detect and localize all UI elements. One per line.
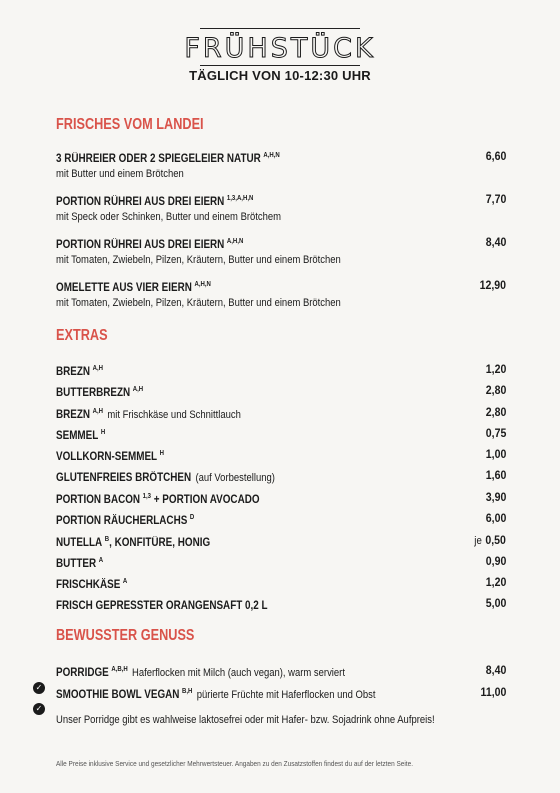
menu-item [56,533,506,551]
item-note: (auf Vorbestellung) [195,472,275,484]
menu-item [56,278,506,309]
opening-hours: TÄGLICH VON 10-12:30 UHR [189,68,371,83]
item-name-addon: + PORTION AVOCADO [153,494,260,506]
item-name: OMELETTE AUS VIER EIERN [56,282,192,294]
menu-item [56,575,506,593]
menu-item [56,468,506,486]
item-name: PORRIDGE [56,667,109,679]
item-name: PORTION RÜHREI AUS DREI EIERN [56,239,225,251]
item-price: 1,20 [485,362,506,376]
vegan-icon: ✓ [33,682,45,694]
page-title: FRÜHSTÜCK [184,33,376,64]
menu-item [56,596,506,614]
item-price: 2,80 [485,405,506,419]
menu-item [56,490,506,508]
item-name: FRISCHKÄSE [56,579,121,591]
item-price: 2,80 [485,383,506,397]
item-name: BREZN [56,366,91,378]
item-price: 8,40 [485,235,506,249]
item-price: 12,90 [479,278,506,292]
menu-item [56,447,506,465]
item-price: 1,20 [485,575,506,589]
menu-item [56,426,506,444]
section-title-landei: FRISCHES VOM LANDEI [56,116,204,133]
header-rule-bottom [200,65,360,66]
allergen-codes: A,H [92,365,104,372]
allergen-codes: A [98,557,104,564]
allergen-codes: A,H [92,408,104,415]
item-name: GLUTENFREIES BRÖTCHEN [56,472,192,484]
item-name: SMOOTHIE BOWL VEGAN [56,689,180,701]
menu-item [56,554,506,572]
section-title-genuss: BEWUSSTER GENUSS [56,627,195,644]
allergen-codes: A [122,578,128,585]
allergen-codes: A,H,N [263,152,280,159]
item-price: 0,75 [485,426,506,440]
menu-item [56,663,506,681]
allergen-codes: A,H,N [226,238,244,245]
item-price: 5,00 [485,596,506,610]
section-title-extras: EXTRAS [56,327,108,344]
footer-note: Alle Preise inklusive Service und gesetzlicher Mehrwertsteuer. Angaben zu den Zusatzstoffen findest du auf der letzten Seite. [56,759,413,768]
item-name: FRISCH GEPRESSTER ORANGENSAFT 0,2 L [56,600,268,612]
item-price: 1,00 [485,447,506,461]
menu-item [56,685,506,703]
item-price: 11,00 [480,685,506,699]
item-name: PORTION RÜHREI AUS DREI EIERN [56,196,225,208]
menu-item [56,511,506,529]
item-price: 0,50 [485,533,506,547]
header-rule-top [200,28,360,29]
menu-header [0,28,560,84]
allergen-codes: 1,3,A,H,N [226,195,254,202]
item-name: 3 RÜHREIER ODER 2 SPIEGELEIER NATUR [56,153,261,165]
menu-item [56,383,506,401]
item-note: mit Frischkäse und Schnittlauch [107,409,241,421]
item-price: 7,70 [485,192,506,206]
item-price: 3,90 [485,490,506,504]
allergen-codes: B [104,536,110,543]
item-price: 6,60 [485,149,506,163]
price-prefix: je [474,535,482,547]
item-description: mit Butter und einem Brötchen [56,168,184,180]
item-note: pürierte Früchte mit Haferflocken und Obst [196,689,376,701]
menu-item [56,362,506,380]
item-name: BREZN [56,409,91,421]
allergen-codes: A,H [132,386,144,393]
allergen-codes: A,B,H [111,666,128,673]
item-name: PORTION RÄUCHERLACHS [56,515,188,527]
item-name: VOLLKORN-SEMMEL [56,451,158,463]
allergen-codes: 1,3 [142,493,152,500]
menu-item [56,149,506,180]
item-price: 1,60 [485,468,506,482]
item-name: SEMMEL [56,430,99,442]
item-name: PORTION BACON [56,494,141,506]
allergen-codes: H [159,450,165,457]
item-description: mit Speck oder Schinken, Butter und einem Brötchem [56,211,282,223]
vegan-icon: ✓ [33,703,45,715]
allergen-codes: H [100,429,106,436]
menu-item [56,235,506,266]
item-name: BUTTER [56,558,97,570]
item-description: mit Tomaten, Zwiebeln, Pilzen, Kräutern, Butter und einem Brötchen [56,297,341,309]
menu-item [56,405,506,423]
allergen-codes: B,H [182,688,193,695]
item-name: NUTELLA [56,537,103,549]
porridge-note: Unser Porridge gibt es wahlweise laktosefrei oder mit Hafer- bzw. Sojadrink ohne Aufpreis! [56,714,435,726]
item-name-addon: , KONFITÜRE, HONIG [109,537,211,549]
item-price: 6,00 [485,511,506,525]
menu-item [56,192,506,223]
item-price: 8,40 [485,663,506,677]
item-description: mit Tomaten, Zwiebeln, Pilzen, Kräutern, Butter und einem Brötchen [56,254,341,266]
allergen-codes: A,H,N [194,281,211,288]
item-note: Haferflocken mit Milch (auch vegan), warm serviert [132,667,345,679]
item-name: BUTTERBREZN [56,387,131,399]
allergen-codes: D [189,514,195,521]
item-price: 0,90 [485,554,506,568]
